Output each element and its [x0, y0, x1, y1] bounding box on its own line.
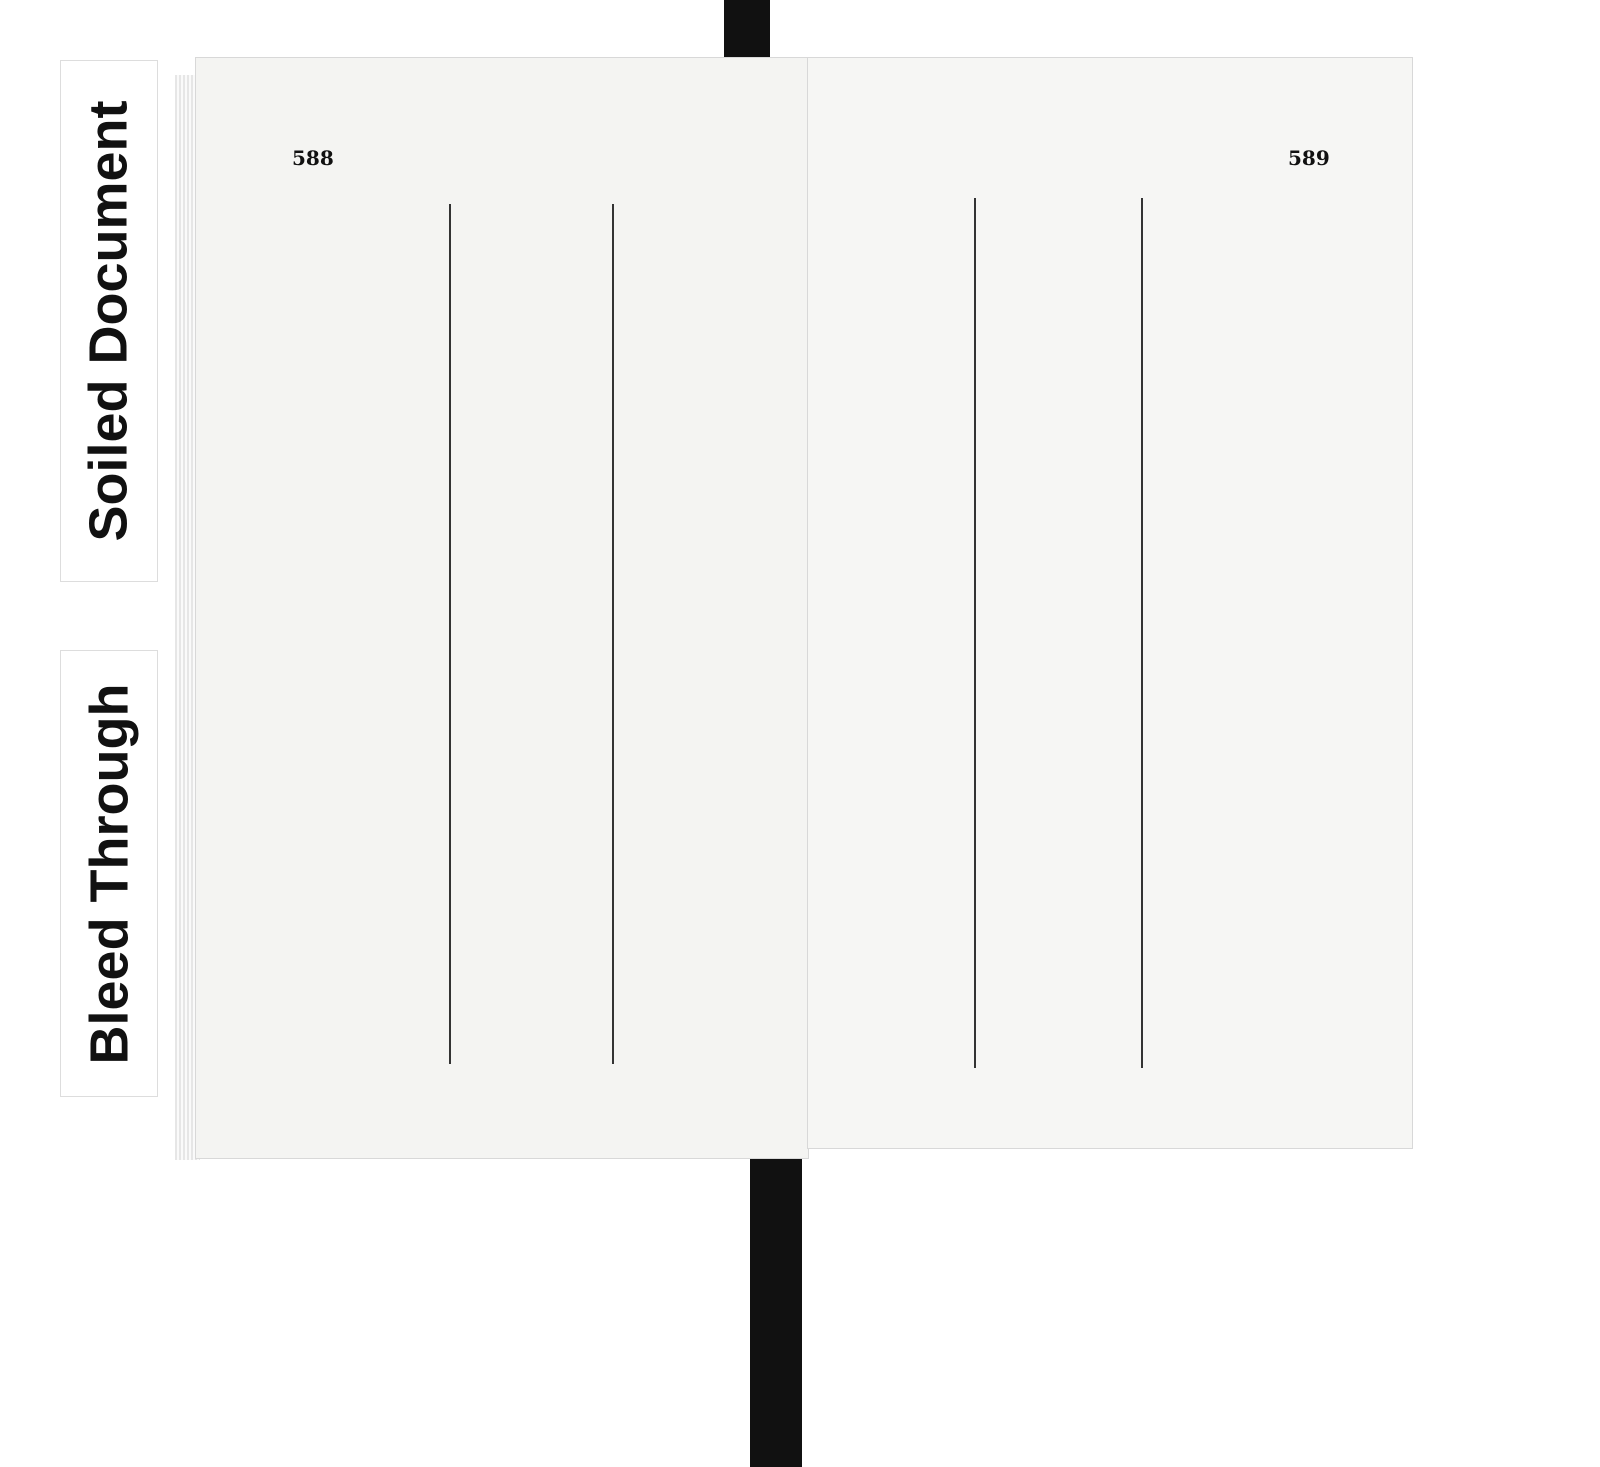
right-page [808, 58, 1412, 1148]
column-divider [449, 204, 451, 1064]
page-number: 589 [1288, 146, 1330, 170]
bleed-through-label: Bleed Through [60, 650, 158, 1097]
column-divider [974, 198, 976, 1068]
book-spine-bottom [750, 1130, 802, 1467]
page-number: 588 [292, 146, 334, 170]
annotation-labels [52, 60, 162, 1100]
column-divider [612, 204, 614, 1064]
left-page [196, 58, 808, 1158]
soiled-document-label: Soiled Document [60, 60, 158, 582]
column-divider [1141, 198, 1143, 1068]
